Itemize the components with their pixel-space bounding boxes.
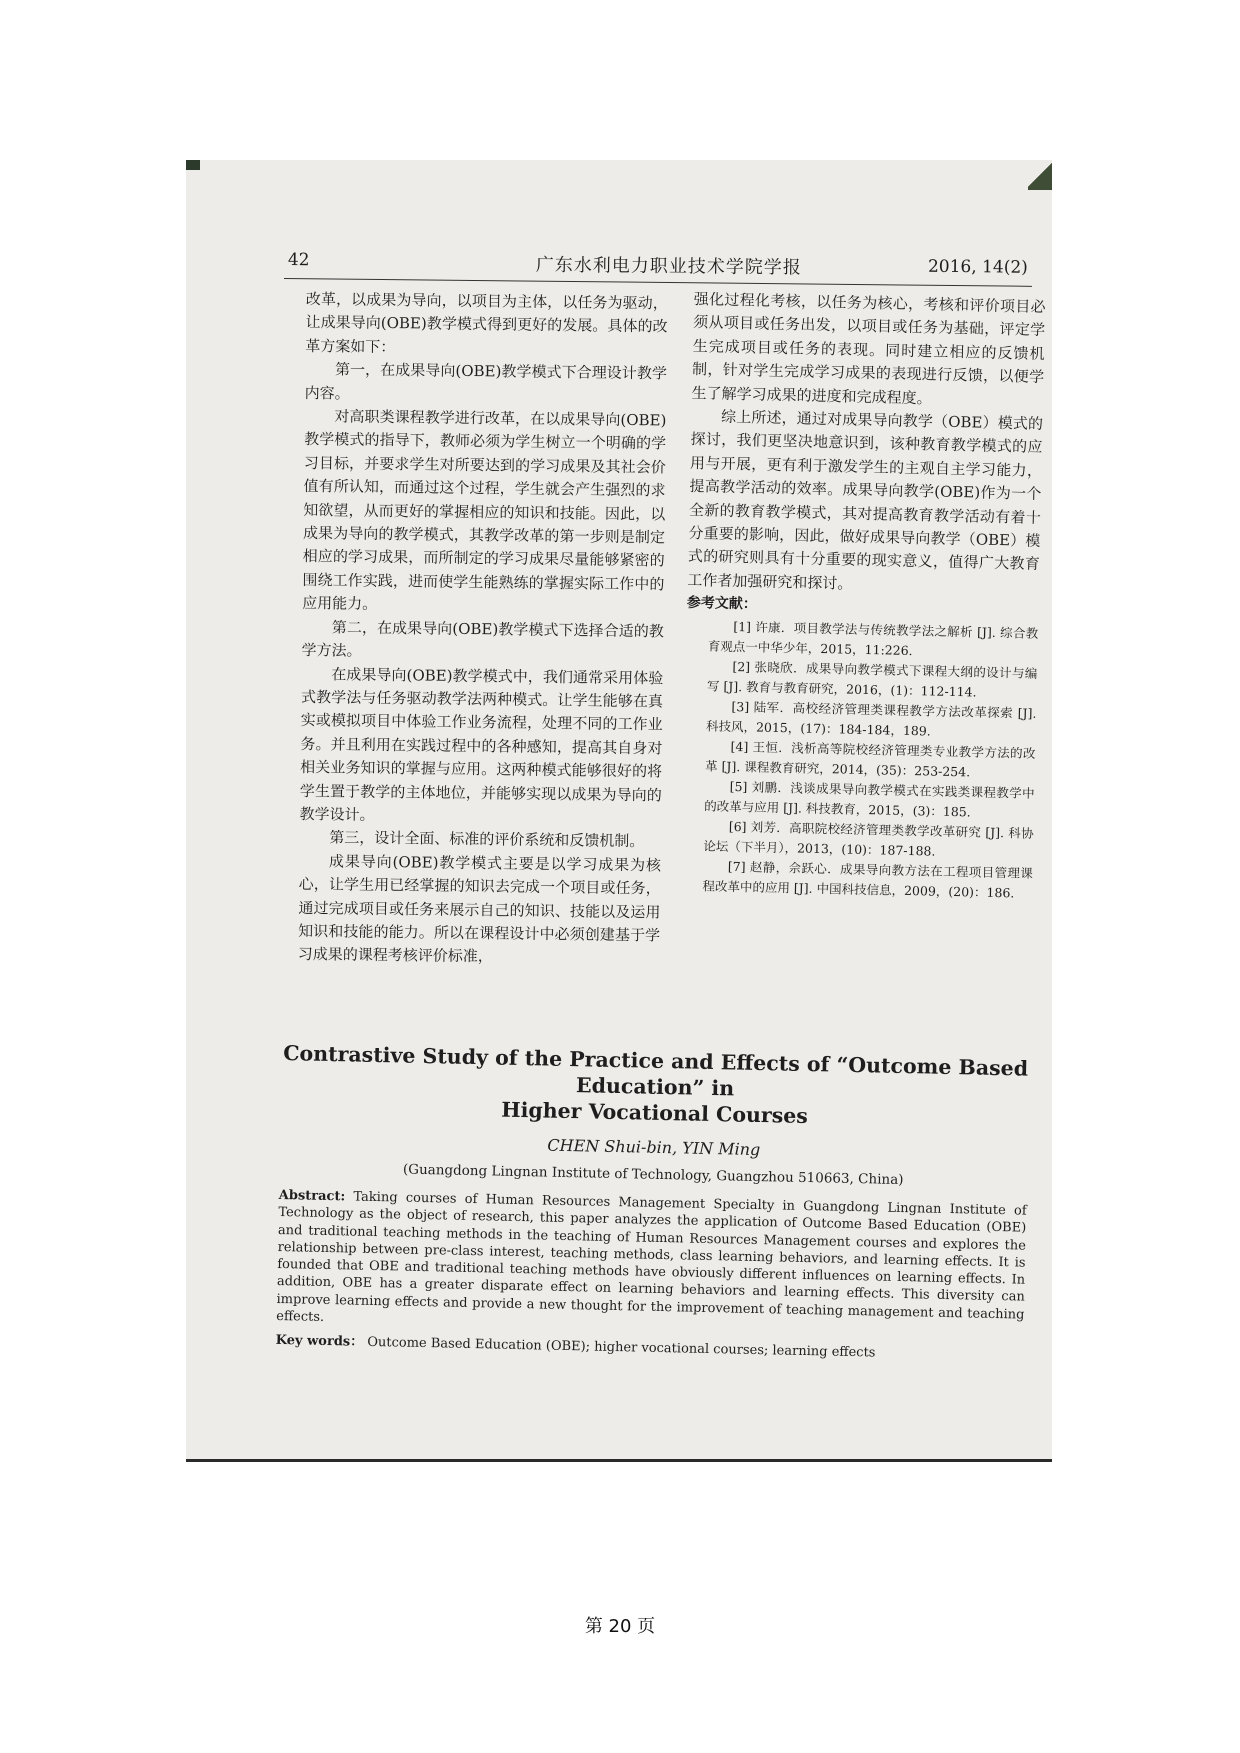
paragraph: 成果导向(OBE)教学模式主要是以学习成果为核心，让学生用已经掌握的知识去完成一个项目或任务，通过完成项目或任务来展示自己的知识、技能以及运用知识和技能的能力。所以在课程设计中必须创建基于学习成果的课程考核评价标准， (297, 852, 662, 966)
paragraph: 第三，设计全面、标准的评价系统和反馈机制。 (329, 828, 645, 851)
reference-item: [7] 赵静，佘跃心．成果导向教方法在工程项目管理课程改革中的应用 [J]. 中国科技信息，2009，(20)：186. (702, 858, 1033, 901)
paragraph: 改革，以成果为导向，以项目为主体，以任务为驱动，让成果导向(OBE)教学模式得到更好的发展。具体的改革方案如下： (305, 289, 668, 356)
left-column (298, 288, 668, 971)
english-affiliation: (Guangdong Lingnan Institute of Technology, Guangzhou 510663, China) (402, 1161, 904, 1189)
reference-item: [1] 许康．项目教学法与传统教学法之解析 [J]. 综合教育观点一中华少年，2015，11:226. (707, 618, 1039, 658)
reference-item: [3] 陆军．高校经济管理类课程教学方法改革探索 [J]. 科技风，2015，(17)：184-184，189. (705, 698, 1037, 739)
journal-volume: 2016, 14(2) (927, 256, 1028, 278)
paragraph: 在成果导向(OBE)教学模式中，我们通常采用体验式教学法与任务驱动教学法两种模式。让学生能够在真实或模拟项目中体验工作业务流程，处理不同的工作业务。并且利用在实践过程中的各种感知，提高其自身对相关业务知识的掌握与应用。这两种模式能够很好的将学生置于教学的主体地位，并能够实现以成果为导向的教学设计。 (299, 664, 664, 824)
english-abstract-block (276, 1040, 1030, 1364)
reference-item: [4] 王恒．浅析高等院校经济管理类专业教学方法的改革 [J]. 课程教育研究，2014，(35)：253-254. (704, 738, 1036, 780)
abstract-label: Abstract: (278, 1187, 346, 1205)
keywords-label: Key words： (275, 1333, 364, 1351)
english-title-line: Higher Vocational Courses (500, 1097, 809, 1129)
english-authors: CHEN Shui-bin, YIN Ming (547, 1135, 761, 1160)
reference-item: [6] 刘芳．高职院校经济管理类教学改革研究 [J]. 科协论坛（下半月），2013，(10)：187-188. (703, 818, 1034, 859)
english-title (280, 1040, 1029, 1134)
abstract-text: Taking courses of Human Resources Management Specialty in Guangdong Lingnan Institute of Technology as the object of research, this paper analyzes the application of Outcome Based Education (OBE) and traditional teaching methods in the teaching of Human Resources Management courses and explores the relationship between pre-class interest, teaching methods, class learning behaviors, and learning effects. It is founded that OBE and traditional teaching methods have obviously different influences on learning effects. In addition, OBE has a greater disparate effect on learning behaviors and learning effects. This diversity can improve learning effects and provide a new thought for the improvement of teaching management and teaching effects. (276, 1189, 1027, 1326)
english-abstract (276, 1187, 1027, 1341)
paragraph: 第二，在成果导向(OBE)教学模式下选择合适的教学方法。 (301, 618, 664, 660)
scan-corner-mark (186, 160, 200, 170)
references-heading: 参考文献： (686, 595, 758, 613)
english-title-line: Contrastive Study of the Practice and Effects of “Outcome Based Education” in (282, 1041, 1029, 1101)
reference-item: [2] 张晓欣．成果导向教学模式下课程大纲的设计与编写 [J]. 教育与教育研究，2016，(1)：112-114. (706, 658, 1038, 700)
page-footer: 第 20 页 (584, 1616, 656, 1637)
scanned-page (186, 160, 1052, 1462)
keywords-text: Outcome Based Education (OBE); higher vocational courses; learning effects (367, 1335, 876, 1361)
scan-corner-mark (1028, 160, 1052, 190)
paragraph: 第一，在成果导向(OBE)教学模式下合理设计教学内容。 (304, 360, 668, 403)
header-page-number: 42 (287, 249, 310, 271)
paragraph: 对高职类课程教学进行改革，在以成果导向(OBE)教学模式的指导下，教师必须为学生树立一个明确的学习目标，并要求学生对所要达到的学习成果及其社会价值有所认知，而通过这个过程，学生就会产生强烈的求知欲望，从而更好的掌握相应的知识和技能。因此，以成果为导向的教学模式，其教学改革的第一步则是制定相应的学习成果，而所制定的学习成果尽量能够紧密的围绕工作实践，进而使学生能熟练的掌握实际工作中的应用能力。 (302, 407, 667, 614)
paragraph: 综上所述，通过对成果导向教学（OBE）模式的探讨，我们更坚决地意识到，该种教育教学模式的应用与开展，更有利于激发学生的主观自主学习能力，提高教学活动的效率。成果导向教学(OBE)作为一个全新的教育教学模式，其对提高教育教学活动有着十分重要的影响，因此，做好成果导向教学（OBE）模式的研究则具有十分重要的现实意义，值得广大教育工作者加强研究和探讨。 (687, 407, 1044, 593)
right-column (680, 288, 1046, 904)
paragraph: 强化过程化考核，以任务为核心，考核和评价项目必须从项目或任务出发，以项目或任务为基础，评定学生完成项目或任务的表现。同时建立相应的反馈机制，针对学生完成学习成果的表现进行反馈，以便学生了解学习成果的进度和完成程度。 (691, 289, 1046, 408)
scan-bottom-edge (186, 1459, 1052, 1462)
journal-title: 广东水利电力职业技术学院学报 (535, 254, 802, 279)
reference-item: [5] 刘鹏．浅谈成果导向教学模式在实践类课程教学中的改革与应用 [J]. 科技教育，2015，(3)：185. (704, 778, 1035, 820)
